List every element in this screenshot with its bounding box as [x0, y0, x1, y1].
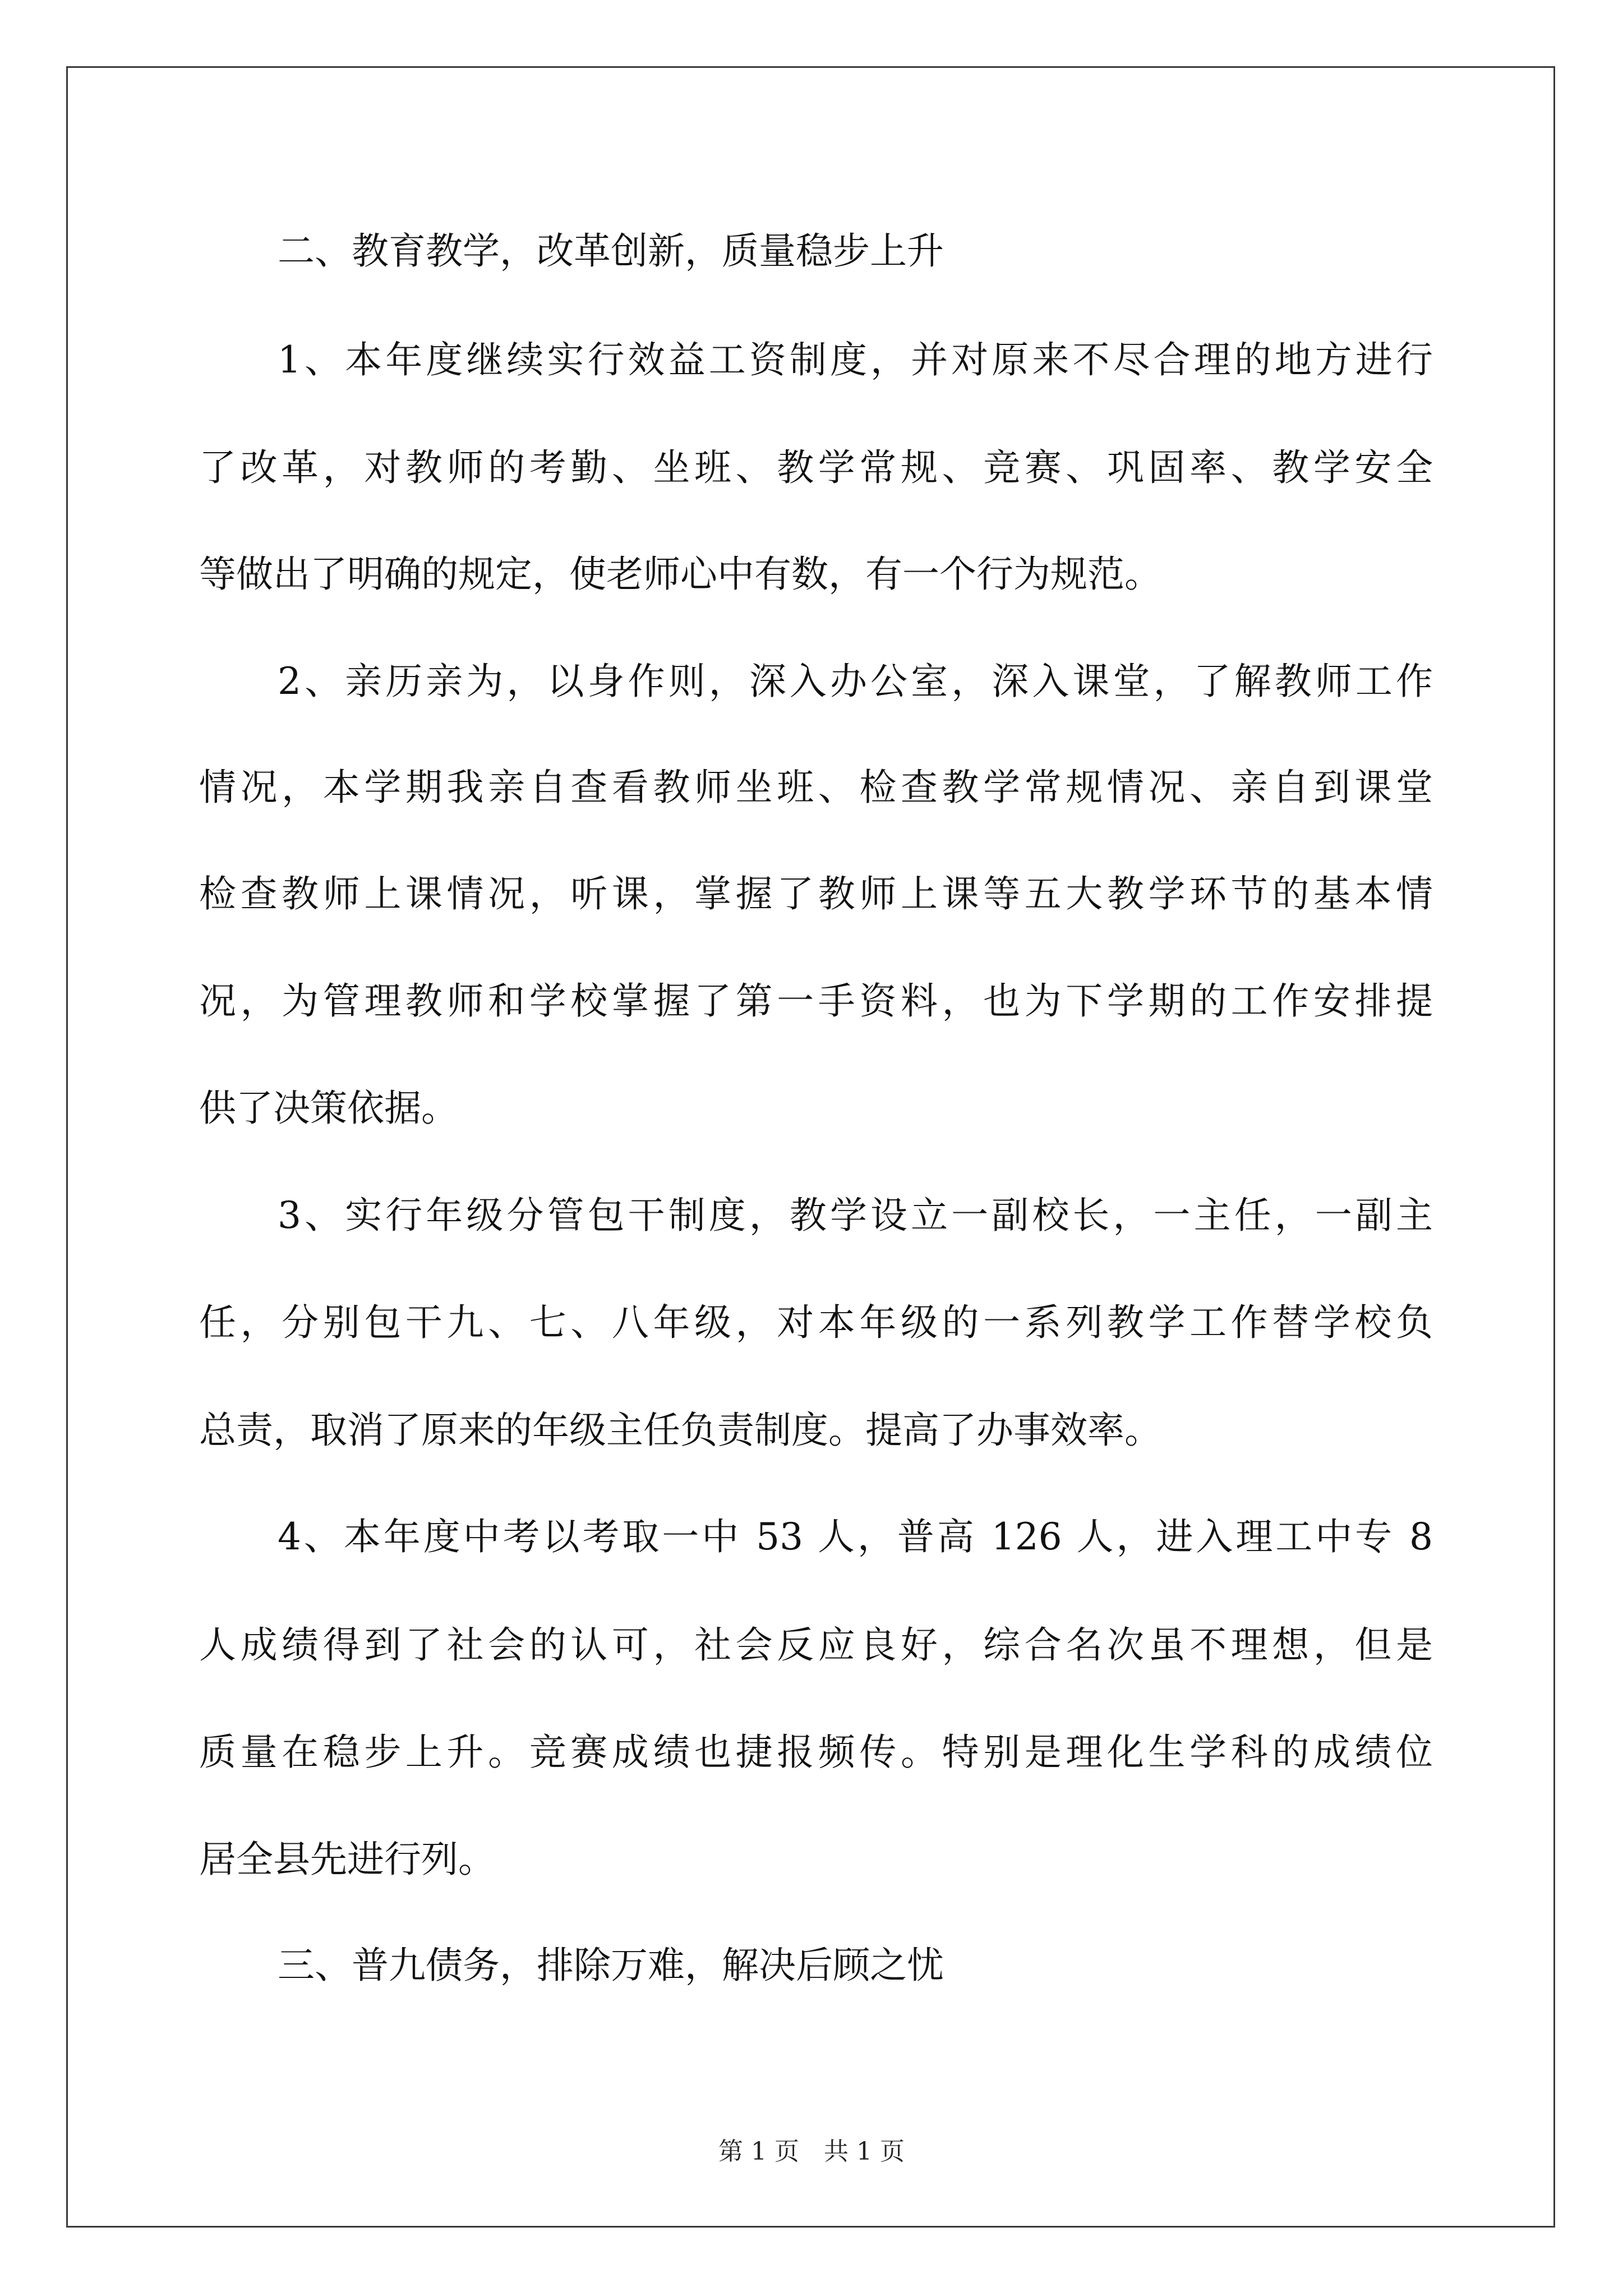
- paragraph-2-line-5: 供了决策依据。: [199, 1087, 458, 1130]
- paragraph-3-line-1: 3、实行年级分管包干制度，教学设立一副校长，一主任，一副主: [278, 1194, 1433, 1237]
- paragraph-3-line-2: 任，分别包干九、七、八年级，对本年级的一系列教学工作替学校负: [199, 1301, 1433, 1344]
- page-total: 共 1 页: [824, 2137, 905, 2166]
- paragraph-2-line-3: 检查教师上课情况，听课，掌握了教师上课等五大教学环节的基本情: [199, 872, 1433, 915]
- paragraph-4-line-4: 居全县先进行列。: [199, 1838, 495, 1881]
- paragraph-3-line-3: 总责，取消了原来的年级主任负责制度。提高了办事效率。: [199, 1409, 1161, 1452]
- paragraph-1-line-2: 了改革，对教师的考勤、坐班、教学常规、竞赛、巩固率、教学安全: [199, 446, 1433, 489]
- section-heading-3: 三、普九债务，排除万难，解决后顾之忧: [278, 1944, 944, 1987]
- page-footer: [0, 2136, 1623, 2168]
- paragraph-4-line-1: 4、本年度中考以考取一中 53 人，普高 126 人，进入理工中专 8: [278, 1515, 1433, 1558]
- paragraph-2-line-4: 况，为管理教师和学校掌握了第一手资料，也为下学期的工作安排提: [199, 979, 1433, 1023]
- paragraph-1-line-3: 等做出了明确的规定，使老师心中有数，有一个行为规范。: [199, 553, 1161, 596]
- section-heading-2: 二、教育教学，改革创新，质量稳步上升: [278, 229, 944, 273]
- page-border: [66, 66, 1555, 2228]
- paragraph-2-line-1: 2、亲历亲为，以身作则，深入办公室，深入课堂，了解教师工作: [278, 660, 1433, 703]
- paragraph-4-line-3: 质量在稳步上升。竞赛成绩也捷报频传。特别是理化生学科的成绩位: [199, 1731, 1433, 1774]
- paragraph-1-line-1: 1、本年度继续实行效益工资制度，并对原来不尽合理的地方进行: [278, 338, 1433, 381]
- paragraph-2-line-2: 情况，本学期我亲自查看教师坐班、检查教学常规情况、亲自到课堂: [199, 766, 1433, 809]
- paragraph-4-line-2: 人成绩得到了社会的认可，社会反应良好，综合名次虽不理想，但是: [199, 1623, 1433, 1667]
- page-number: 第 1 页: [718, 2137, 799, 2166]
